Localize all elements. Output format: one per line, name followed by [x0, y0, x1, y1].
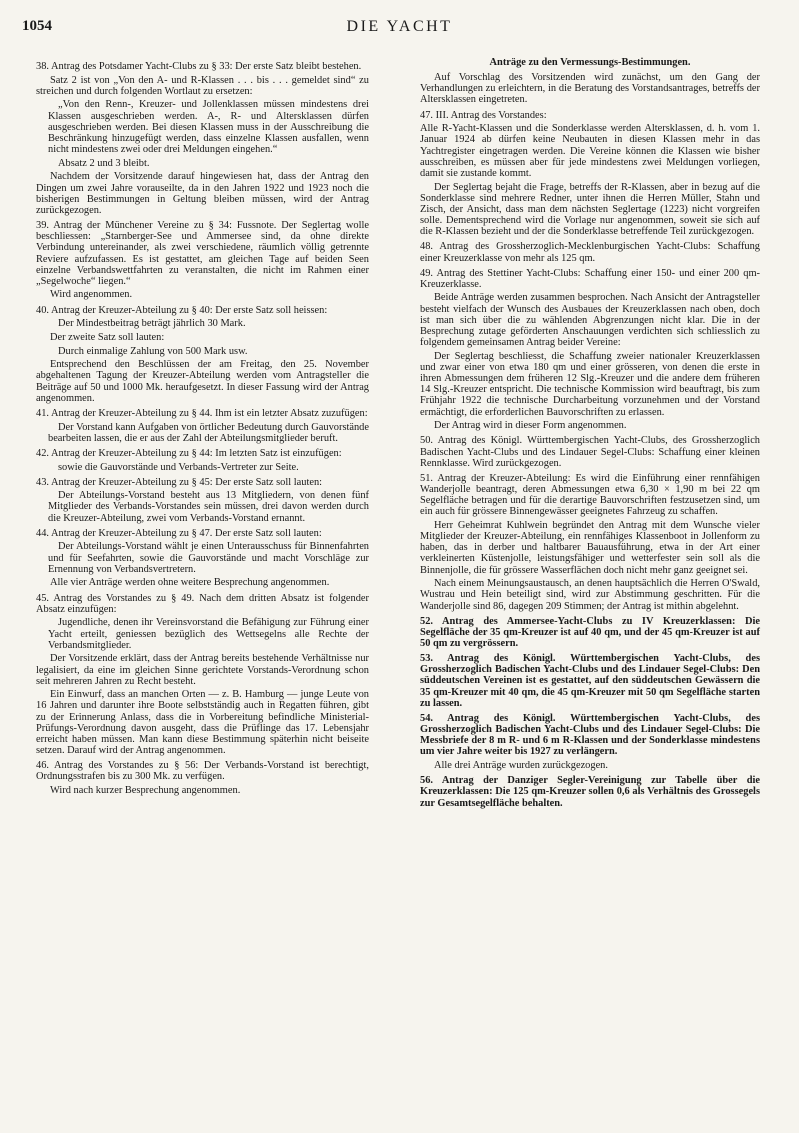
left-column-paragraph: Wird nach kurzer Besprechung angenommen.	[50, 785, 241, 797]
right-column-paragraph: 50. Antrag des Königl. Württembergischen Yacht-Clubs, des Grossherzoglich Badischen Yacht-Clubs und des Lindauer Segel-Clubs: Schaffung einer kleinen Rennklasse. Wird zurückgezogen.	[420, 435, 760, 469]
right-column-paragraph: Anträge zu den Vermessungs-Bestimmungen.	[489, 57, 691, 68]
right-column-paragraph: Der Seglertag bejaht die Frage, betreffs der R-Klassen, aber in bezug auf die Sonderklasse sind mehrere Redner, unter ihnen die Herren Müller, Stahn und Zisch, der Ansicht, dass man dem nächsten Seglertage (1223) nicht vorgreifen solle. Dementsprechend wird die Vorlage nur angenommen, soweit sie sich auf die R-Klassen bezieht und der die Sonderklasse betreffende Teil zurückgezogen.	[420, 181, 760, 238]
left-column-paragraph: Durch einmalige Zahlung von 500 Mark usw.	[58, 345, 248, 357]
left-column-paragraph: Der Mindestbeitrag beträgt jährlich 30 Mark.	[58, 318, 246, 330]
left-column-paragraph: 46. Antrag des Vorstandes zu § 56: Der Verbands-Vorstand ist berechtigt, Ordnungsstrafen bis zu 300 Mk. zu verfügen.	[36, 760, 369, 783]
right-column-paragraph: 53. Antrag des Königl. Württembergischen Yacht-Clubs, des Grossherzoglich Badischen Yacht-Clubs und des Lindauer Segel-Clubs: Den süddeutschen Vereinen ist es gestattet, auf den süddeutschen Gewässern die 35 qm-Kreuzer mit 40 qm, die 45 qm-Kreuzer mit 50 qm Segelfläche starten zu lassen.	[420, 653, 760, 709]
right-column-paragraph: Der Seglertag beschliesst, die Schaffung zweier nationaler Kreuzerklassen und zwar einer von etwa 180 qm und einer grösseren, von denen die erste in ihren Abmessungen dem früheren 12 Slg.-Kreuzer und die andere dem früheren 14 Slg.-Kreuzer entspricht. Die technische Kommission wird beauftragt, bis zum Frühjahr 1922 die technische Durcharbeitung vorzunehmen und der Vorstand ermächtigt, die erforderlichen Bauvorschriften zu erlassen.	[420, 350, 760, 418]
left-column-paragraph: 44. Antrag der Kreuzer-Abteilung zu § 47. Der erste Satz soll lauten:	[36, 527, 322, 539]
right-column-paragraph: Auf Vorschlag des Vorsitzenden wird zunächst, um den Gang der Verhandlungen zu erleichtern, in die Beratung des Vorstandsantrages, betreffs der Altersklassen eingetreten.	[420, 72, 760, 106]
left-column-paragraph: 41. Antrag der Kreuzer-Abteilung zu § 44. Ihm ist ein letzter Absatz zuzufügen:	[36, 407, 368, 419]
right-column	[420, 57, 760, 811]
right-column-paragraph: Herr Geheimrat Kuhlwein begründet den Antrag mit dem Wunsche vieler Mitglieder der Kreuzer-Abteilung, ein rennfähiges Klassenboot in Jollenform zu haben, das in derber und haltbarer Bauausführung, etwa in der Art einer verkleinerten Küstenjolle, leistungsfähiger und wetterfester sein soll als die Binnenjolle, die für grössere Wasserflächen doch nicht mehr ganz geeignet sei.	[420, 519, 760, 576]
right-column-paragraph: 47. III. Antrag des Vorstandes:	[420, 109, 547, 121]
right-column-paragraph: 56. Antrag der Danziger Segler-Vereinigung zur Tabelle über die Kreuzerklassen: Die 125 qm-Kreuzer sollen 0,6 als Verhältnis des Grossegels zur Gesamtsegelfläche behalten.	[420, 775, 760, 809]
left-column-paragraph: sowie die Gauvorstände und Verbands-Vertreter zur Seite.	[58, 461, 299, 473]
page-number: 1054	[22, 18, 52, 34]
left-column-paragraph: Alle vier Anträge werden ohne weitere Besprechung angenommen.	[50, 577, 330, 589]
left-column-paragraph: Ein Einwurf, dass an manchen Orten — z. B. Hamburg — junge Leute von 16 Jahren und darunter ihre Boote selbstständig auch in Regatten führen, gibt zu der Erinnerung Anlass, dass die in Vorbereitung befindliche Ministerial-Prüfungs-Verordnung davon ausgeht, dass die Prüflinge das 17. Lebensjahr erreicht haben müssen. Man kann diese Bestimmung späterhin nicht beiseite setzen. Darauf wird der Antrag angenommen.	[36, 689, 369, 757]
left-column-paragraph: Der Abteilungs-Vorstand wählt je einen Unterausschuss für Binnenfahrten und für Seefahrten, sowie die Gauvorstände und macht Vorschläge zur Ernennung von Verbandsvertretern.	[48, 541, 369, 575]
left-column-paragraph: „Von den Renn-, Kreuzer- und Jollenklassen müssen mindestens drei Klassen ausgeschrieben werden. A-, R- und Altersklassen dürfen ausgeschrieben werden. Bei diesen Klassen muss in der Ausschreibung die Beschränkung hinzugefügt werden, dass einzelne Klassen ausfallen, wenn nicht mindestens zwei oder drei Meldungen eingehen.“	[48, 99, 369, 156]
left-column-paragraph: Entsprechend den Beschlüssen der am Freitag, den 25. November abgehaltenen Tagung der Kreuzer-Abteilung werden vom Antragsteller die Beiträge auf 50 und 1000 Mk. heraufgesetzt. In dieser Fassung wird der Antrag angenommen.	[36, 359, 369, 404]
left-column	[36, 57, 369, 799]
left-column-paragraph: Der zweite Satz soll lauten:	[50, 331, 165, 343]
left-column-paragraph: Der Vorstand kann Aufgaben von örtlicher Bedeutung durch Gauvorstände bearbeiten lassen, die er aus der Zahl der Abteilungsmitglieder beruft.	[48, 421, 369, 444]
left-column-paragraph: 40. Antrag der Kreuzer-Abteilung zu § 40: Der erste Satz soll heissen:	[36, 304, 328, 316]
left-column-paragraph: 42. Antrag der Kreuzer-Abteilung zu § 44: Im letzten Satz ist einzufügen:	[36, 447, 342, 459]
left-column-paragraph: Absatz 2 und 3 bleibt.	[58, 157, 150, 169]
right-column-paragraph: 52. Antrag des Ammersee-Yacht-Clubs zu IV Kreuzerklassen: Die Segelfläche der 35 qm-Kreuzer ist auf 40 qm, und der 45 qm-Kreuzer ist auf 50 qm zu vergrössern.	[420, 615, 760, 649]
left-column-paragraph: Nachdem der Vorsitzende darauf hingewiesen hat, dass der Antrag den Dingen um zwei Jahre vorauseilte, da in den Jahren 1922 und 1923 noch die bisherigen Bestimmungen in Geltung bleiben müssen, wird der Antrag zurückgezogen.	[36, 171, 369, 216]
right-column-paragraph: Beide Anträge werden zusammen besprochen. Nach Ansicht der Antragsteller besteht vielfach der Wunsch des Ausbaues der Kreuzerklassen nach oben, doch ist man sich über die zu wählenden Abgrenzungen nicht klar. Die in der Besprechung zutage geförderten Anschauungen verdichten sich schliesslich zu folgendem gemeinsamen Antrag beider Vereine:	[420, 292, 760, 349]
right-column-paragraph: Alle drei Anträge wurden zurückgezogen.	[434, 760, 608, 772]
left-column-paragraph: 43. Antrag der Kreuzer-Abteilung zu § 45: Der erste Satz soll lauten:	[36, 476, 323, 488]
right-column-paragraph: 54. Antrag des Königl. Württembergischen Yacht-Clubs, des Grossherzoglich Badischen Yacht-Clubs und des Lindauer Segel-Clubs: Die Messbriefe der 8 m R- und 6 m R-Klassen und der Sonderklasse mindestens um vier Jahre weiter bis 1927 zu verlängern.	[420, 712, 760, 758]
left-column-paragraph: 45. Antrag des Vorstandes zu § 49. Nach dem dritten Absatz ist folgender Absatz einzufügen:	[36, 592, 369, 615]
right-column-paragraph: Alle R-Yacht-Klassen und die Sonderklasse werden Altersklassen, d. h. vom 1. Januar 1924 ab dürfen keine Neubauten in diesen Klassen mehr in das Yachtregister eingetragen werden. Die Vereine können die Klassen wie bisher ausschreiben, es müssen aber für jede mindestens zwei Meldungen vorliegen, damit sie zustande kommt.	[420, 123, 760, 179]
journal-title: DIE YACHT	[346, 18, 453, 35]
right-column-paragraph: 49. Antrag des Stettiner Yacht-Clubs: Schaffung einer 150- und einer 200 qm-Kreuzerklasse.	[420, 267, 760, 290]
left-column-paragraph: 39. Antrag der Münchener Vereine zu § 34: Fussnote. Der Seglertag wolle beschliessen: „Starnberger-See und Ammersee sind, da ohne direkte Verbindung untereinander, als zwei verschiedene, räumlich völlig getrennte Reviere aufzufassen. Es ist gestattet, am gleichen Tage auf beiden Seen einzelne Verbandswettfahrten zu veranstalten, die nicht im Rahmen einer „Segelwoche“ liegen.“	[36, 220, 369, 287]
left-column-paragraph: Der Abteilungs-Vorstand besteht aus 13 Mitgliedern, von denen fünf Mitglieder des Verbands-Vorstandes sein müssen, drei davon werden durch die Kreuzer-Abteilung, zwei vom Verbands-Vorstand ernannt.	[48, 490, 369, 524]
left-column-paragraph: Wird angenommen.	[50, 289, 133, 301]
right-column-paragraph: Der Antrag wird in dieser Form angenommen.	[434, 420, 627, 432]
right-column-paragraph: 48. Antrag des Grossherzoglich-Mecklenburgischen Yacht-Clubs: Schaffung einer Kreuzerklasse von mehr als 125 qm.	[420, 241, 760, 264]
left-column-paragraph: 38. Antrag des Potsdamer Yacht-Clubs zu § 33: Der erste Satz bleibt bestehen.	[36, 61, 362, 72]
right-column-paragraph: Nach einem Meinungsaustausch, an denen hauptsächlich die Herren O'Swald, Wustrau und Hein beteiligt sind, wird zur Abstimmung geschritten. Für die Wanderjolle sind 86, dagegen 209 Stimmen; der Antrag ist mithin abgelehnt.	[420, 578, 760, 612]
left-column-paragraph: Satz 2 ist von „Von den A- und R-Klassen . . . bis . . . gemeldet sind“ zu streichen und durch folgenden Wortlaut zu ersetzen:	[36, 74, 369, 97]
left-column-paragraph: Jugendliche, denen ihr Vereinsvorstand die Befähigung zur Führung einer Yacht erteilt, geniessen bezüglich des Wettsegelns alle Rechte der Verbandsmitglieder.	[48, 617, 369, 651]
right-column-paragraph: 51. Antrag der Kreuzer-Abteilung: Es wird die Einführung einer rennfähigen Wanderjolle beantragt, deren Abmessungen etwa 6,30 × 1,90 m bei 22 qm Segelfläche betragen und für die derartige Bauvorschriften festzusetzen sind, um ein auch für grössere Binnengewässer geeignetes Fahrzeug zu schaffen.	[420, 472, 760, 518]
left-column-paragraph: Der Vorsitzende erklärt, dass der Antrag bereits bestehende Verhältnisse nur legalisiert, da eine im gleichen Sinne gerichtete Vorstands-Verordnung schon seit mehreren Jahren zu Recht besteht.	[36, 653, 369, 687]
